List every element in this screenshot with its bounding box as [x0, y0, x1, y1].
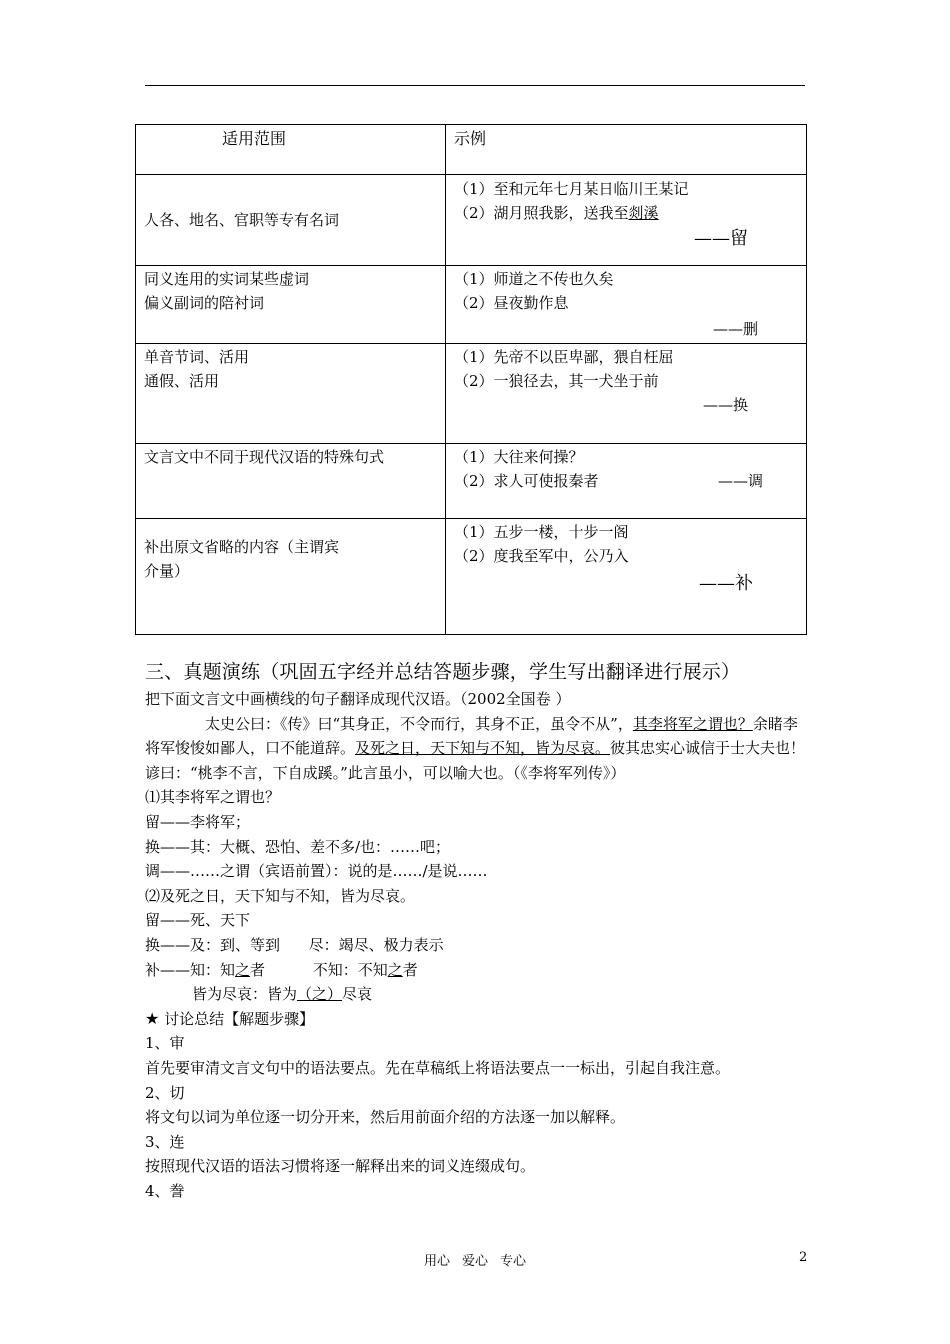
table-row-huan: [136, 344, 807, 444]
operation-label: ——换: [702, 396, 748, 414]
star-icon: ★: [145, 1008, 160, 1028]
passage-text: 余睹李将军悛悛如鄙人，口不能道辞。: [145, 714, 798, 758]
scope-text: 偏义副词的陪衬词: [144, 294, 265, 312]
passage-paragraph: [145, 712, 809, 786]
example-cell: [446, 175, 807, 266]
example-text: （2）昼夜勤作息: [454, 294, 569, 312]
example-text: （2）度我至军中，公乃入: [454, 547, 629, 565]
instruction-text: 把下面文言文中画横线的句子翻译成现代汉语。（2002全国卷 ）: [145, 690, 571, 708]
question-1-title: ⑴其李将军之谓也？: [145, 788, 281, 807]
footer-word: 用心: [423, 1254, 450, 1269]
scope-cell: [136, 344, 446, 444]
scope-text: 同义连用的实词某些虚词: [144, 270, 310, 288]
table-row-bu: [136, 519, 807, 635]
page-number: 2: [799, 1250, 808, 1265]
scope-cell: [136, 519, 446, 635]
table-row-shan: [136, 266, 807, 344]
operation-label: ——调: [717, 472, 763, 490]
example-text: （2）一狼径去，其一犬坐于前: [454, 372, 659, 390]
q1-huan: 换——其：大概、恐怕、差不多/也：……吧；: [145, 837, 451, 856]
header-rule: [145, 85, 805, 86]
scope-text: 补出原文省略的内容（主谓宾: [144, 538, 340, 556]
summary-title: 讨论总结【解题步骤】: [164, 1009, 315, 1028]
scope-text: 介量）: [144, 562, 190, 580]
footer-motto: [0, 1250, 950, 1269]
q2-jie: [145, 982, 809, 1007]
example-cell: [446, 444, 807, 519]
table-row-liu: [136, 175, 807, 266]
example-line: [454, 469, 798, 493]
example-text: （2）湖月照我影，送我至: [454, 204, 629, 222]
scope-cell: [136, 444, 446, 519]
scope-cell: [136, 266, 446, 344]
underlined-sentence-2: 及死之日，天下知与不知，皆为尽哀。: [355, 739, 611, 758]
step-3-text: 按照现代汉语的语法习惯将逐一解释出来的词义连缀成句。: [145, 1157, 536, 1176]
summary-heading: [145, 1007, 809, 1032]
example-text: （1）至和元年七月某日临川王某记: [454, 180, 689, 198]
q2-liu: 留——死、天下: [145, 911, 251, 930]
scope-text: 人各、地名、官职等专有名词: [144, 211, 340, 229]
scope-text: 通假、活用: [144, 372, 220, 390]
example-cell: [446, 266, 807, 344]
section-title: 三、真题演练（巩固五字经并总结答题步骤，学生写出翻译进行展示）: [145, 661, 741, 683]
step-1-heading: 1、审: [145, 1034, 185, 1053]
q1-liu: 留——李将军；: [145, 812, 251, 831]
scope-cell: [136, 175, 446, 266]
table-header-row: [136, 125, 807, 175]
example-cell: [446, 344, 807, 444]
q2-jie-text: 皆为尽哀：皆为: [192, 985, 298, 1004]
example-cell: [446, 519, 807, 635]
header-scope: 适用范围: [136, 125, 446, 175]
question-2-title: ⑵及死之日，天下知与不知，皆为尽哀。: [145, 886, 416, 905]
example-text: （1）大往来何操？: [454, 448, 584, 466]
operation-label: ——删: [712, 320, 758, 338]
step-2-heading: 2、切: [145, 1083, 185, 1102]
step-2-text: 将文句以词为单位逐一切分开来，然后用前面介绍的方法逐一加以解释。: [145, 1108, 626, 1127]
underlined-sentence-1: 其李将军之谓也？: [632, 714, 753, 733]
operation-label: ——补: [699, 573, 753, 594]
table-row-tiao: [136, 444, 807, 519]
q2-bu-underline: 之: [387, 960, 403, 979]
underlined-word: 剡溪: [628, 204, 659, 222]
q2-bu-underline: 之: [235, 960, 251, 979]
step-4-heading: 4、誊: [145, 1181, 185, 1200]
example-text: （1）师道之不传也久矣: [454, 270, 614, 288]
q2-jie-text: 尽哀: [342, 985, 373, 1004]
translation-rules-table: [135, 124, 807, 635]
scope-text: 单音节词、活用: [144, 348, 250, 366]
example-text: （2）求人可使报秦者: [454, 472, 599, 490]
step-1-text: 首先要审清文言文句中的语法要点。先在草稿纸上将语法要点一一标出，引起自我注意。: [145, 1058, 731, 1077]
q2-bu: [145, 958, 809, 983]
q2-bu-text: 补——知：知: [145, 960, 236, 979]
footer-word: 专心: [500, 1254, 527, 1269]
passage-text: 太史公曰：《传》曰“其身正，不令而行，其身不正，虽令不从”，: [205, 714, 633, 733]
q2-bu-text: 者 不知：不知: [250, 960, 388, 979]
header-example: 示例: [446, 125, 807, 175]
q2-huan: 换——及：到、等到 尽：竭尽、极力表示: [145, 935, 444, 954]
step-3-heading: 3、连: [145, 1132, 185, 1151]
exercise-content: [145, 687, 809, 1203]
operation-label: ——留: [694, 228, 748, 249]
example-text: （1）先帝不以臣卑鄙，猥自枉屈: [454, 348, 674, 366]
scope-text: 文言文中不同于现代汉语的特殊句式: [144, 448, 385, 466]
q2-jie-underline: （之）: [297, 985, 343, 1004]
q2-bu-text: 者: [402, 960, 418, 979]
example-text: （1）五步一楼，十步一阁: [454, 523, 629, 541]
q1-tiao: 调——……之谓（宾语前置）：说的是……/是说……: [145, 862, 488, 881]
footer-word: 爱心: [461, 1254, 488, 1269]
passage-text: 彼其忠实心诚信于士大夫也！谚曰：“桃李不言，下自成蹊。”此言虽小，可以喻大也。（《李将军列传》）: [145, 739, 806, 782]
example-line: [454, 201, 798, 225]
